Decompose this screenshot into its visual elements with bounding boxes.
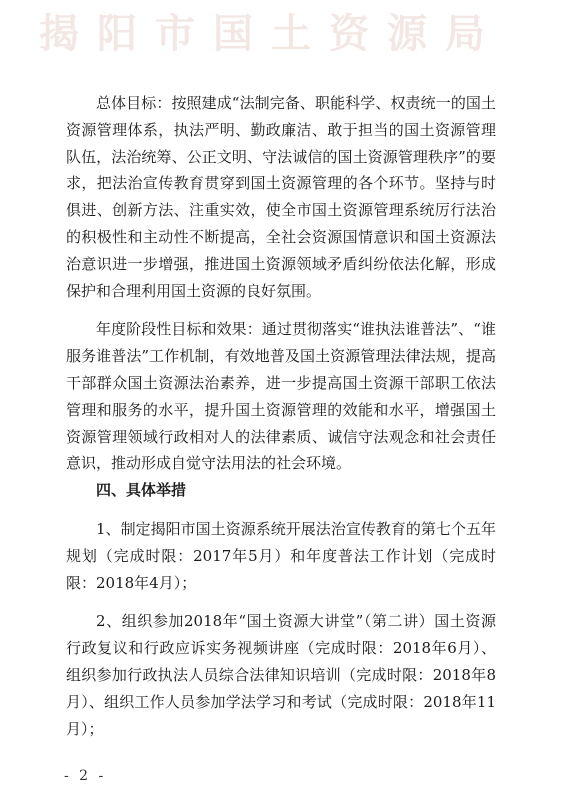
paragraph-annual-goal: 年度阶段性目标和效果：通过贯彻落实“谁执法谁普法”、“谁服务谁普法”工作机制，有效地普及国土资源管理法律法规，提高干部群众国土资源法治素养，进一步提高国土资源干部职工依法管理和服务的水平，提升国土资源管理的效能和水平，增强国土资源管理领域行政相对人的法律素质、诚信守法观念和社会责任意识，推动形成自觉守法用法的社会环境。 [66,320,496,473]
measure-item-1: 1、制定揭阳市国土资源系统开展法治宣传教育的第七个五年规划（完成时限：2017年5月）和年度普法工作计划（完成时限：2018年4月）； [66,519,496,592]
watermark: 揭阳市国土资源局 [39,10,503,57]
document-body [66,90,496,742]
page-number: - 2 - [64,768,107,784]
section-heading: 四、具体举措 [96,481,187,500]
measure-item-2: 2、组织参加2018年“国土资源大讲堂”（第二讲）国土资源行政复议和行政应诉实务视频讲座（完成时限：2018年6月）、组织参加行政执法人员综合法律知识培训（完成时限：2018年8月）、组织工作人员参加学法学习和考试（完成时限：2018年11月）； [66,612,496,738]
paragraph-overall-goal: 总体目标：按照建成“法制完备、职能科学、权责统一的国土资源管理体系，执法严明、勤政廉洁、敢于担当的国土资源管理队伍，法治统筹、公正文明、守法诚信的国土资源管理秩序”的要求，把法治宣传教育贯穿到国土资源管理的各个环节。坚持与时俱进、创新方法、注重实效，使全市国土资源管理系统厉行法治的积极性和主动性不断提高，全社会资源国情意识和国土资源法治意识进一步增强，推进国土资源领域矛盾纠纷依法化解，形成保护和合理利用国土资源的良好氛围。 [66,94,496,300]
